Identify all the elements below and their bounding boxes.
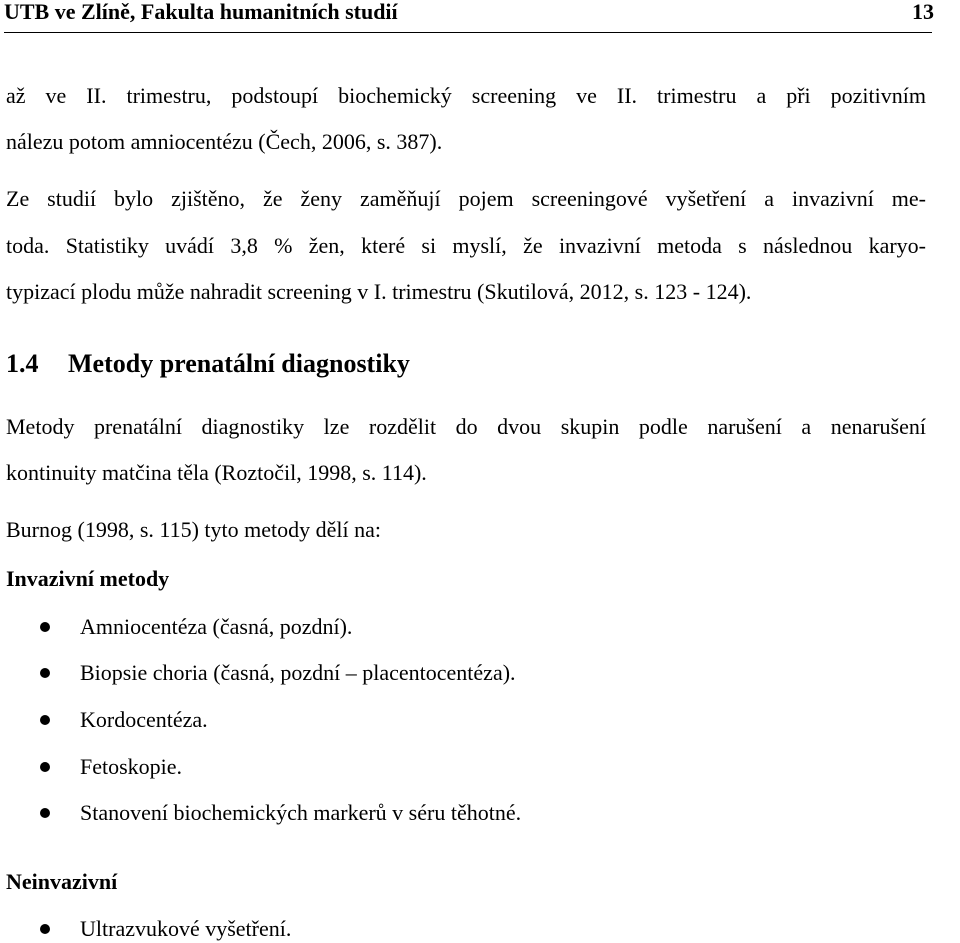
list-item-text: Fetoskopie. (80, 754, 183, 779)
bullet-icon (40, 924, 50, 934)
paragraph-line: Ze studií bylo zjištěno, že ženy zaměňují pojem screeningové vyšetření a invazivní me- (6, 186, 926, 211)
paragraph-line: až ve II. trimestru, podstoupí biochemický screening ve II. trimestru a při pozitivním (6, 83, 926, 108)
header-rule (4, 32, 932, 33)
page-number: 13 (912, 0, 934, 24)
bullet-icon (40, 668, 50, 678)
paragraph-line: kontinuity matčina těla (Roztočil, 1998, s. 114). (6, 460, 427, 485)
noninvasive-heading: Neinvazivní (6, 869, 118, 894)
bullet-icon (40, 622, 50, 632)
list-item-text: Kordocentéza. (80, 707, 208, 732)
paragraph-burnog: Burnog (1998, s. 115) tyto metody dělí na: (6, 517, 381, 542)
invasive-heading: Invazivní metody (6, 566, 170, 591)
bullet-icon (40, 715, 50, 725)
list-item-text: Stanovení biochemických markerů v séru těhotné. (80, 800, 522, 825)
paragraph-line: Metody prenatální diagnostiky lze rozdělit do dvou skupin podle narušení a nenarušení (6, 414, 926, 439)
paragraph-line: nálezu potom amniocentézu (Čech, 2006, s. 387). (6, 129, 443, 154)
bullet-icon (40, 808, 50, 818)
section-title: Metody prenatální diagnostiky (68, 349, 410, 378)
list-item-text: Biopsie choria (časná, pozdní – placentocentéza). (80, 660, 516, 685)
header-title: UTB ve Zlíně, Fakulta humanitních studií (4, 0, 398, 24)
bullet-icon (40, 762, 50, 772)
section-number: 1.4 (6, 349, 39, 378)
list-item-text: Ultrazvukové vyšetření. (80, 916, 292, 941)
page-header (4, 0, 954, 36)
section-heading (6, 349, 410, 379)
paragraph-line: toda. Statistiky uvádí 3,8 % žen, které si myslí, že invazivní metoda s následnou karyo- (6, 233, 926, 258)
list-item-text: Amniocentéza (časná, pozdní). (80, 614, 353, 639)
paragraph-line: typizací plodu může nahradit screening v I. trimestru (Skutilová, 2012, s. 123 - 124). (6, 279, 752, 304)
